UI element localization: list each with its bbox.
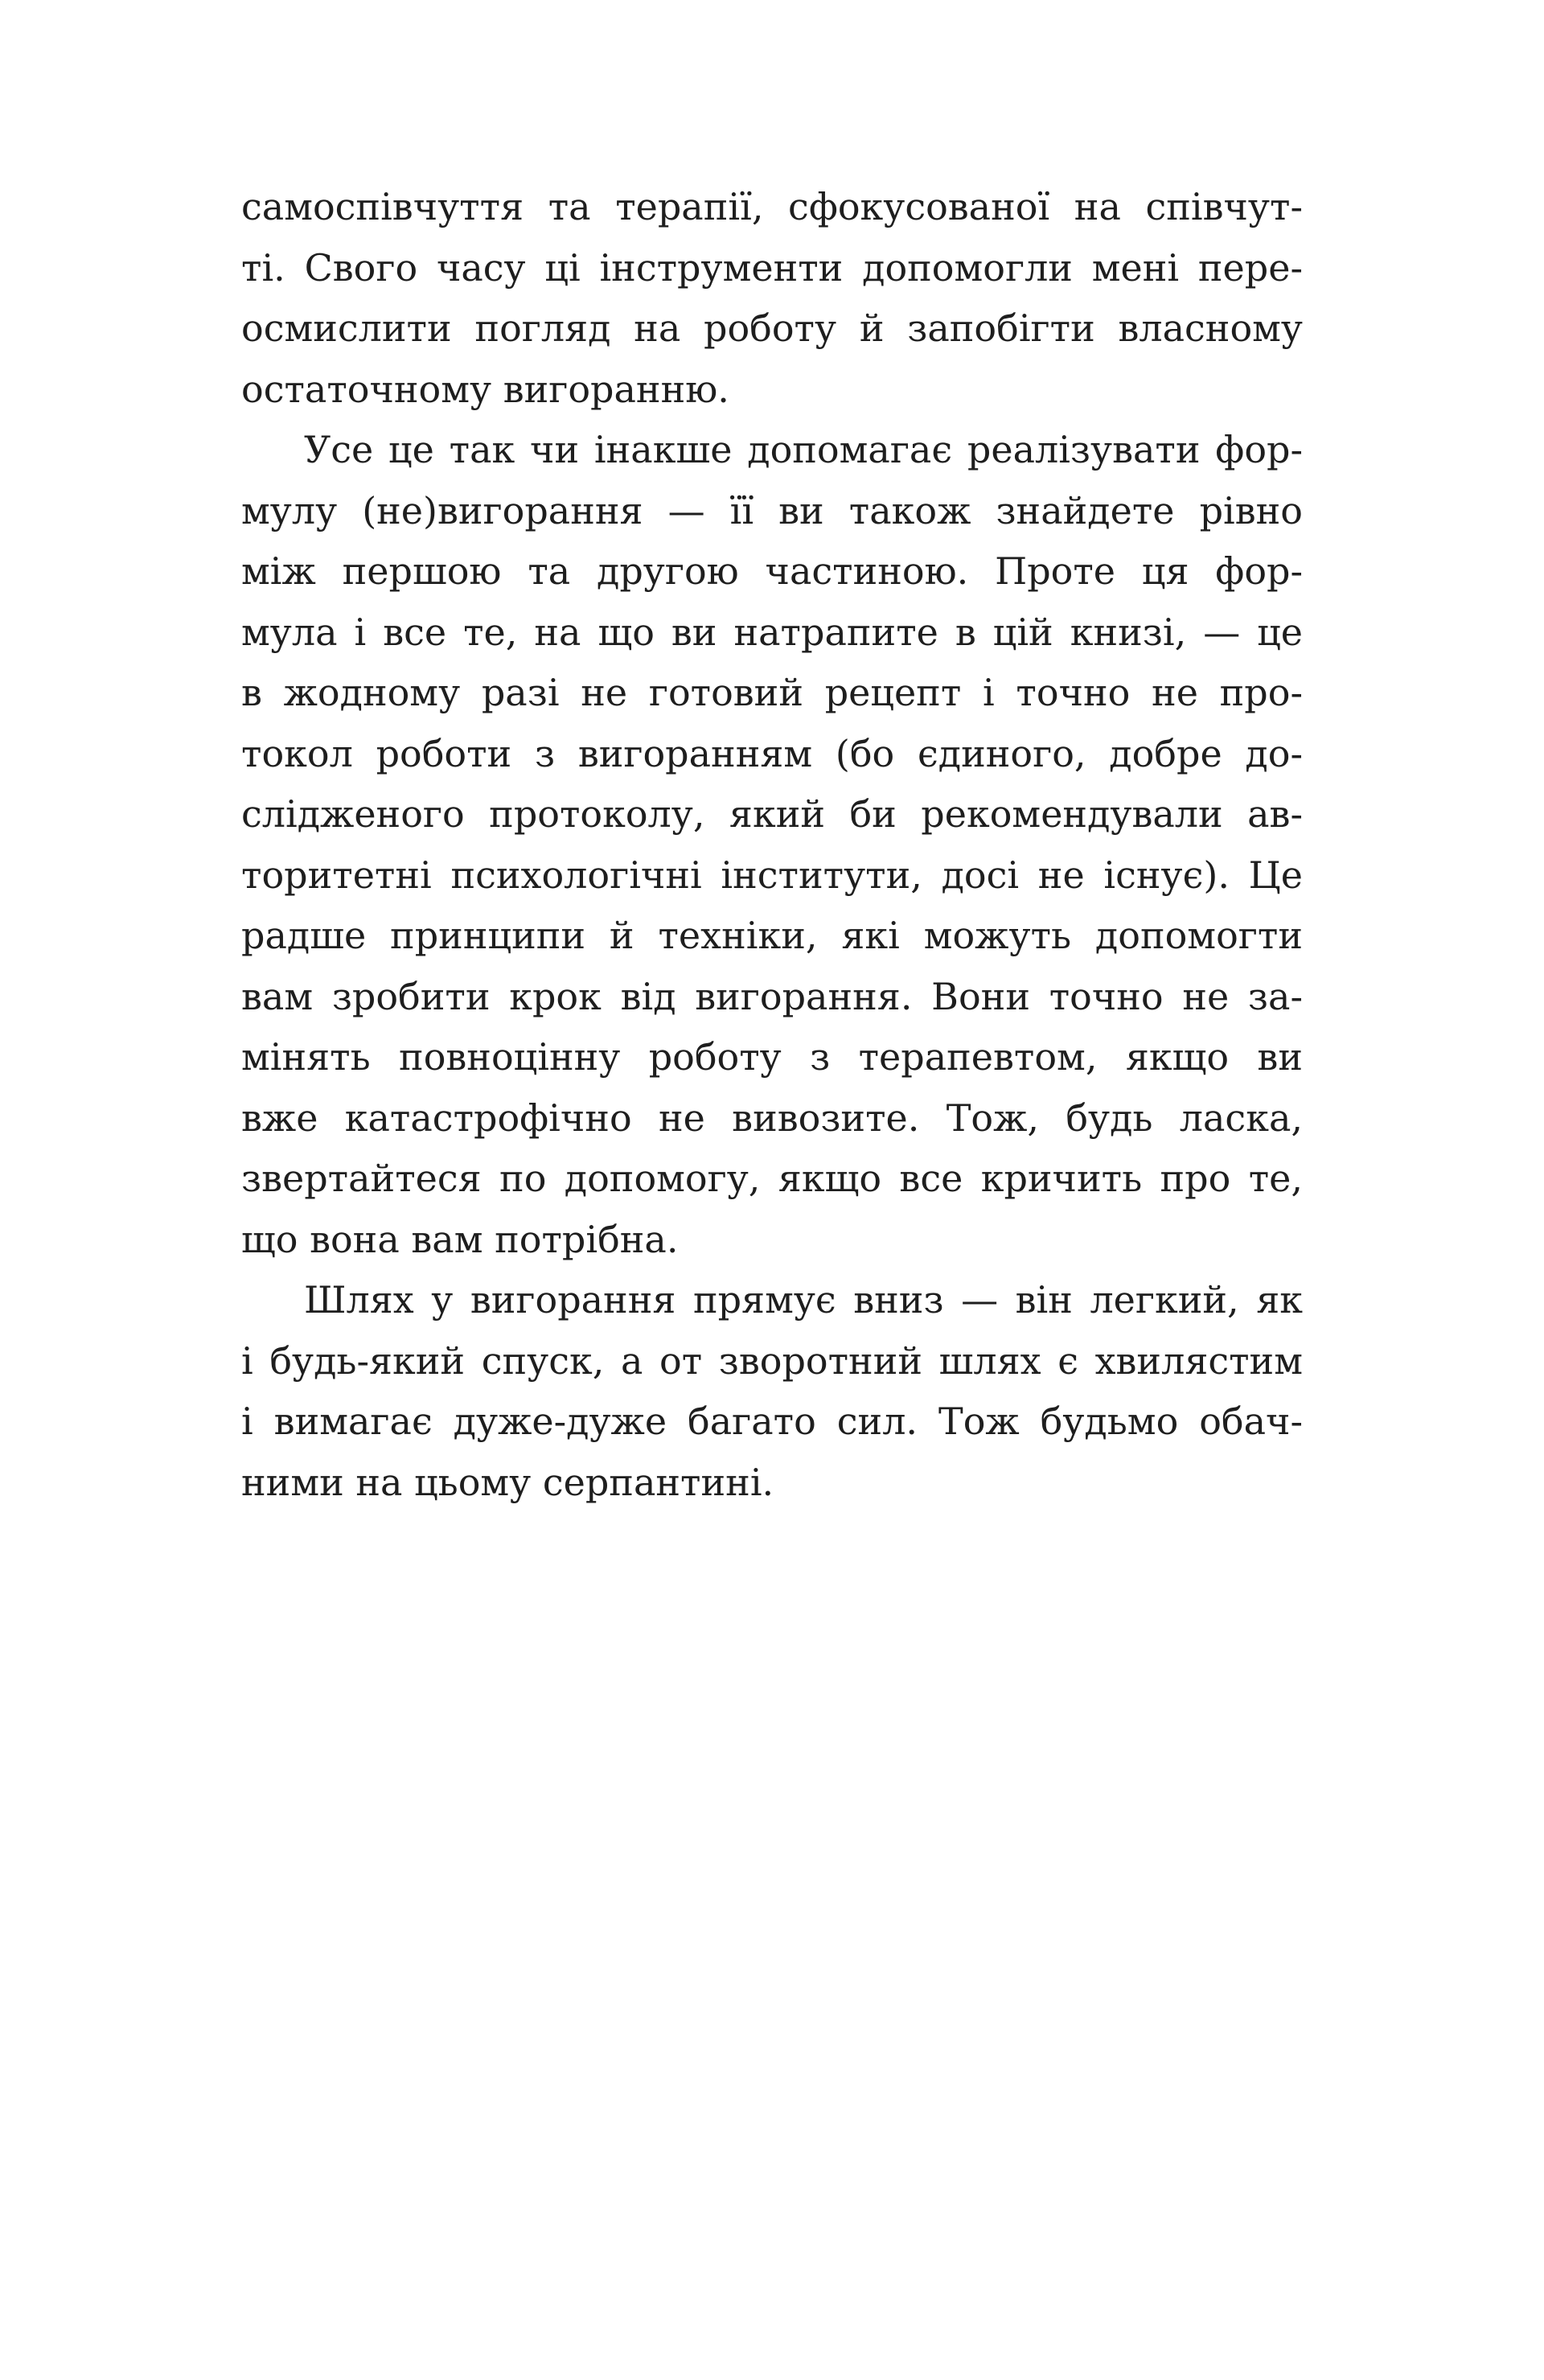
text-line: Шлях у вигорання прямує вниз — він легкий, як xyxy=(304,1278,1303,1322)
text-line: і будь-який спуск, а от зворотний шлях є хвилястим xyxy=(241,1338,1303,1383)
text-line: звертайтеся по допомогу, якщо все кричить про те, xyxy=(241,1157,1303,1200)
body-text xyxy=(241,177,1303,1513)
text-line: вам зробити крок від вигорання. Вони точно не за- xyxy=(241,974,1303,1018)
text-line: мула і все те, на що ви натрапите в цій книзі, — це xyxy=(241,610,1303,654)
text-line: мулу (не)вигорання — її ви також знайдете рівно xyxy=(241,488,1303,532)
text-line: і вимагає дуже-дуже багато сил. Тож будьмо обач- xyxy=(241,1400,1303,1443)
text-line: між першою та другою частиною. Проте ця фор- xyxy=(241,549,1303,593)
text-line: радше принципи й техніки, які можуть допомогти xyxy=(241,914,1303,957)
text-line: токол роботи з вигоранням (бо єдиного, добре до- xyxy=(241,731,1303,775)
text-line: ті. Свого часу ці інструменти допомогли мені пере- xyxy=(241,245,1303,290)
text-line: осмислити погляд на роботу й запобігти власному xyxy=(241,306,1303,350)
text-line: остаточному вигоранню. xyxy=(241,367,729,411)
text-line: в жодному разі не готовий рецепт і точно не про- xyxy=(241,671,1303,714)
text-line: торитетні психологічні інститути, досі не існує). Це xyxy=(241,853,1303,897)
paragraph-2 xyxy=(241,420,1303,1270)
text-line: мінять повноцінну роботу з терапевтом, якщо ви xyxy=(241,1035,1303,1079)
text-line: слідженого протоколу, який би рекомендували ав- xyxy=(241,792,1303,836)
text-line: ними на цьому серпантині. xyxy=(241,1460,774,1504)
text-line: самоспівчуття та терапії, сфокусованої на співчут- xyxy=(241,185,1303,228)
paragraph-1 xyxy=(241,177,1303,420)
text-line: вже катастрофічно не вивозите. Тож, будь ласка, xyxy=(241,1095,1303,1140)
paragraph-3 xyxy=(241,1270,1303,1513)
text-line: Усе це так чи інакше допомагає реалізувати фор- xyxy=(304,428,1303,471)
text-line: що вона вам потрібна. xyxy=(241,1217,679,1261)
